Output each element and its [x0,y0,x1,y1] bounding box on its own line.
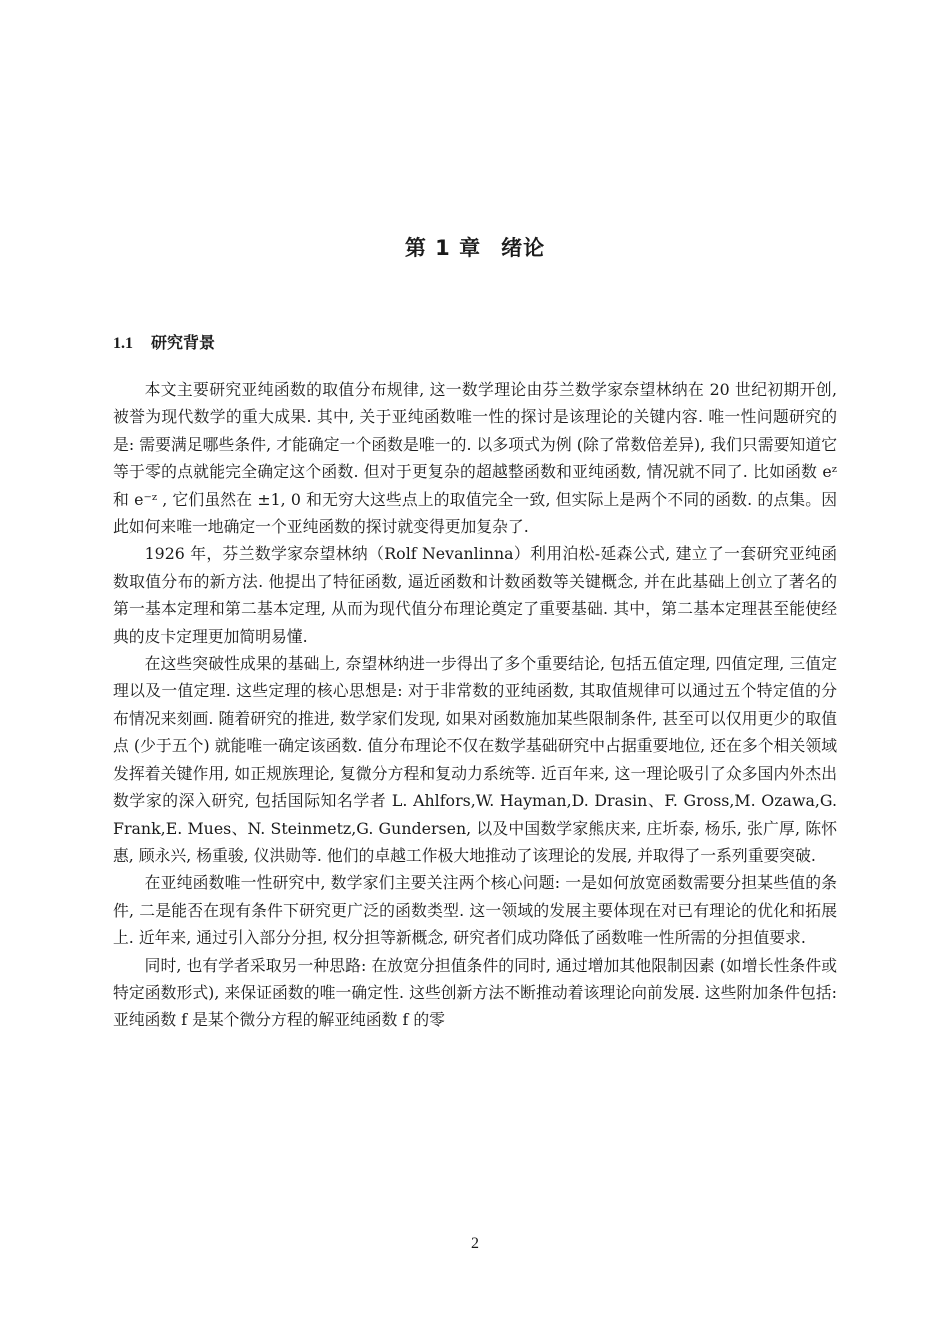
page-number: 2 [471,1235,479,1252]
chapter-title [0,232,950,262]
section-title: 研究背景 [151,333,216,352]
chapter-label: 第 1 章 [404,236,482,260]
paragraph-4: 在亚纯函数唯一性研究中, 数学家们主要关注两个核心问题: 一是如何放宽函数需要分担某些值的条件, 二是能否在现有条件下研究更广泛的函数类型. 这一领域的发展主要体现在对已有理论的优化和拓展上. 近年来, 通过引入部分分担, 权分担等新概念, 研究者们成功降低了函数唯一性所需的分担值要求. [113,873,837,948]
paragraph-2: 1926 年，芬兰数学家奈望林纳（Rolf Nevanlinna）利用泊松-延森公式, 建立了一套研究亚纯函数取值分布的新方法. 他提出了特征函数, 逼近函数和计数函数等关键概念, 并在此基础上创立了著名的第一基本定理和第二基本定理, 从而为现代值分布理论奠定了重要基础. 其中，第二基本定理甚至能使经典的皮卡定理更加简明易懂. [113,544,837,646]
section-heading [113,330,215,353]
chapter-name: 绪论 [501,236,546,260]
paragraph-5: 同时, 也有学者采取另一种思路: 在放宽分担值条件的同时, 通过增加其他限制因素 (如增长性条件或特定函数形式), 来保证函数的唯一确定性. 这些创新方法不断推动着该理论向前发展. 这些附加条件包括: 亚纯函数 f 是某个微分方程的解亚纯函数 f 的零 [113,955,837,1030]
body-text [113,376,837,1034]
paragraph-1: 本文主要研究亚纯函数的取值分布规律, 这一数学理论由芬兰数学家奈望林纳在 20 世纪初期开创, 被誉为现代数学的重大成果. 其中, 关于亚纯函数唯一性的探讨是该理论的关键内容. 唯一性问题研究的是: 需要满足哪些条件, 才能确定一个函数是唯一的. 以多项式为例 (除了常数倍差异), 我们只需要知道它等于零的点就能完全确定这个函数. 但对于更复杂的超越整函数和亚纯函数, 情况就不同了. 比如函数 eᶻ 和 e⁻ᶻ , 它们虽然在 ±1, 0 和无穷大这些点上的取值完全一致, 但实际上是两个不同的函数. 的点集。因此如何来唯一地确定一个亚纯函数的探讨就变得更加复杂了. [113,380,837,537]
paragraph-3: 在这些突破性成果的基础上, 奈望林纳进一步得出了多个重要结论, 包括五值定理, 四值定理, 三值定理以及一值定理. 这些定理的核心思想是: 对于非常数的亚纯函数, 其取值规律可以通过五个特定值的分布情况来刻画. 随着研究的推进, 数学家们发现, 如果对函数施加某些限制条件, 甚至可以仅用更少的取值点 (少于五个) 就能唯一确定该函数. 值分布理论不仅在数学基础研究中占据重要地位, 还在多个相关领域发挥着关键作用, 如正规族理论, 复微分方程和复动力系统等. 近百年来, 这一理论吸引了众多国内外杰出数学家的深入研究, 包括国际知名学者 L. Ahlfors,W. Hayman,D. Drasin、F. Gross,M. Ozawa,G. Frank,E. Mues、N. Steinmetz,G. Gundersen, 以及中国数学家熊庆来, 庄圻泰, 杨乐, 张广厚, 陈怀惠, 顾永兴, 杨重骏, 仪洪勋等. 他们的卓越工作极大地推动了该理论的发展, 并取得了一系列重要突破. [113,654,837,865]
section-number: 1.1 [113,335,133,352]
